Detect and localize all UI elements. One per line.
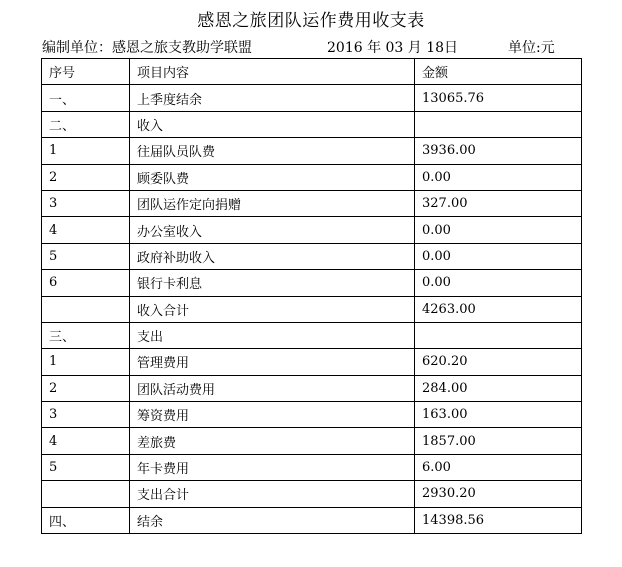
cell-item: 支出 bbox=[130, 322, 415, 348]
cell-amount: 13065.76 bbox=[415, 85, 582, 111]
cell-amount: 0.00 bbox=[415, 164, 582, 190]
cell-amount: 0.00 bbox=[415, 217, 582, 243]
cell-amount: 327.00 bbox=[415, 190, 582, 216]
cell-seq: 4 bbox=[42, 217, 130, 243]
cell-seq: 1 bbox=[42, 138, 130, 164]
document-title: 感恩之旅团队运作费用收支表 bbox=[197, 11, 425, 31]
cell-seq: 3 bbox=[42, 402, 130, 428]
cell-item: 差旅费 bbox=[130, 428, 415, 454]
header-item: 项目内容 bbox=[130, 59, 415, 85]
cell-seq: 二、 bbox=[42, 111, 130, 137]
cell-amount: 284.00 bbox=[415, 375, 582, 401]
cell-item: 银行卡利息 bbox=[130, 270, 415, 296]
cell-item: 结余 bbox=[130, 507, 415, 533]
table-row bbox=[42, 507, 582, 533]
cell-item: 支出合计 bbox=[130, 481, 415, 507]
table-row bbox=[42, 164, 582, 190]
report-date: 2016 年 03 月 18日 bbox=[327, 40, 459, 56]
cell-amount: 620.20 bbox=[415, 349, 582, 375]
cell-seq: 3 bbox=[42, 190, 130, 216]
table-header-row bbox=[42, 59, 582, 85]
cell-amount: 2930.20 bbox=[415, 481, 582, 507]
table-row bbox=[42, 349, 582, 375]
cell-amount bbox=[415, 111, 582, 137]
cell-item: 顾委队费 bbox=[130, 164, 415, 190]
cell-seq: 四、 bbox=[42, 507, 130, 533]
cell-seq: 一、 bbox=[42, 85, 130, 111]
table-row bbox=[42, 428, 582, 454]
cell-item: 团队活动费用 bbox=[130, 375, 415, 401]
table-row bbox=[42, 481, 582, 507]
cell-seq: 1 bbox=[42, 349, 130, 375]
table-row bbox=[42, 243, 582, 269]
cell-seq: 2 bbox=[42, 375, 130, 401]
table-row bbox=[42, 296, 582, 322]
cell-item: 办公室收入 bbox=[130, 217, 415, 243]
cell-amount: 0.00 bbox=[415, 270, 582, 296]
cell-item: 收入合计 bbox=[130, 296, 415, 322]
cell-amount: 0.00 bbox=[415, 243, 582, 269]
cell-seq bbox=[42, 296, 130, 322]
table-row bbox=[42, 322, 582, 348]
cell-seq: 6 bbox=[42, 270, 130, 296]
cell-amount: 14398.56 bbox=[415, 507, 582, 533]
table-row bbox=[42, 217, 582, 243]
table-body bbox=[42, 85, 582, 534]
cell-seq bbox=[42, 481, 130, 507]
cell-seq: 三、 bbox=[42, 322, 130, 348]
cell-item: 政府补助收入 bbox=[130, 243, 415, 269]
cell-amount bbox=[415, 322, 582, 348]
cell-amount: 6.00 bbox=[415, 454, 582, 480]
table-row bbox=[42, 190, 582, 216]
table-row bbox=[42, 138, 582, 164]
ledger-table bbox=[41, 58, 582, 534]
cell-seq: 2 bbox=[42, 164, 130, 190]
table-row bbox=[42, 270, 582, 296]
cell-item: 团队运作定向捐赠 bbox=[130, 190, 415, 216]
cell-amount: 163.00 bbox=[415, 402, 582, 428]
table-row bbox=[42, 454, 582, 480]
header-amount: 金额 bbox=[415, 59, 582, 85]
compiler-unit: 编制单位：感恩之旅支教助学联盟 bbox=[42, 40, 252, 56]
cell-seq: 4 bbox=[42, 428, 130, 454]
table-row bbox=[42, 85, 582, 111]
cell-amount: 1857.00 bbox=[415, 428, 582, 454]
cell-item: 筹资费用 bbox=[130, 402, 415, 428]
cell-item: 上季度结余 bbox=[130, 85, 415, 111]
cell-item: 往届队员队费 bbox=[130, 138, 415, 164]
cell-seq: 5 bbox=[42, 243, 130, 269]
cell-item: 年卡费用 bbox=[130, 454, 415, 480]
cell-item: 管理费用 bbox=[130, 349, 415, 375]
header-seq: 序号 bbox=[42, 59, 130, 85]
cell-seq: 5 bbox=[42, 454, 130, 480]
table-row bbox=[42, 375, 582, 401]
cell-amount: 4263.00 bbox=[415, 296, 582, 322]
table-row bbox=[42, 402, 582, 428]
currency-unit: 单位:元 bbox=[508, 40, 555, 56]
cell-item: 收入 bbox=[130, 111, 415, 137]
table-row bbox=[42, 111, 582, 137]
cell-amount: 3936.00 bbox=[415, 138, 582, 164]
